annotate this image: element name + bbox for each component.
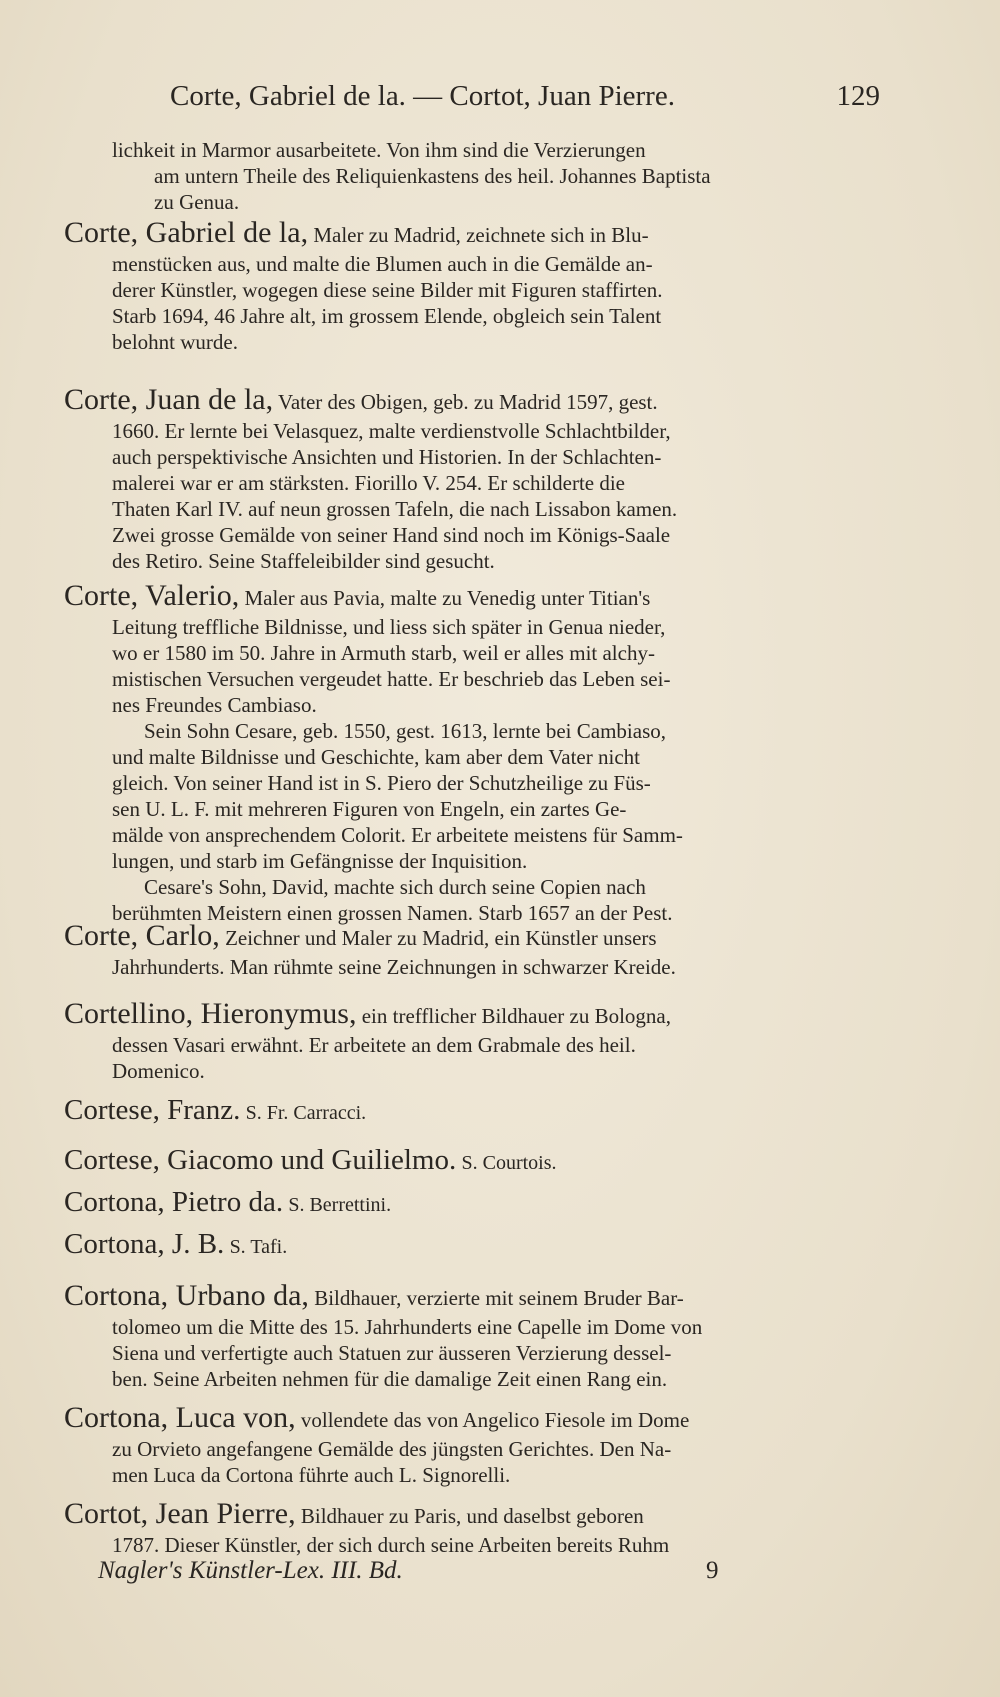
headword: Corte, Juan de la, [64, 383, 274, 416]
text-line: derer Künstler, wogegen diese seine Bilder mit Figuren staffirten. [112, 278, 663, 302]
entry-first-line [64, 1092, 888, 1128]
header-title: Corte, Gabriel de la. — Cortot, Juan Pierre. [170, 80, 675, 112]
headword: Cortot, Jean Pierre, [64, 1497, 296, 1530]
text-line: ben. Seine Arbeiten nehmen für die damalige Zeit einen Rang ein. [112, 1367, 668, 1391]
entry-first-line [64, 1496, 888, 1532]
text-line: gleich. Von seiner Hand ist in S. Piero der Schutzheilige zu Füs- [112, 771, 651, 795]
cross-reference: S. Fr. Carracci. [245, 1102, 367, 1124]
entry-text: Zeichner und Maler zu Madrid, ein Künstler unsers [225, 926, 657, 950]
text-line: Cesare's Sohn, David, machte sich durch seine Copien nach [144, 875, 646, 899]
text-line: lichkeit in Marmor ausarbeitete. Von ihm sind die Verzierungen [112, 138, 646, 162]
text-line: zu Genua. [154, 190, 240, 214]
text-line: Thaten Karl IV. auf neun grossen Tafeln, die nach Lissabon kamen. [112, 497, 678, 521]
running-header [170, 80, 890, 120]
entry-text: Bildhauer zu Paris, und daselbst geboren [300, 1504, 644, 1528]
headword: Corte, Gabriel de la, [64, 216, 309, 249]
text-line: dessen Vasari erwähnt. Er arbeitete an dem Grabmale des heil. [112, 1033, 636, 1057]
text-line: Siena und verfertigte auch Statuen zur äusseren Verzierung dessel- [112, 1341, 672, 1365]
text-line: belohnt wurde. [112, 330, 238, 354]
headword: Cortona, Luca von, [64, 1401, 296, 1434]
text-line: zu Orvieto angefangene Gemälde des jüngsten Gerichtes. Den Na- [112, 1437, 672, 1461]
intro-paragraph [112, 137, 888, 215]
text-line: und malte Bildnisse und Geschichte, kam aber dem Vater nicht [112, 745, 640, 769]
entry-first-line [64, 1142, 888, 1178]
entry-first-line [64, 215, 888, 251]
text-line: auch perspektivische Ansichten und Historien. In der Schlachten- [112, 445, 662, 469]
page-footer [98, 1557, 738, 1593]
entry-first-line [64, 578, 888, 614]
entry-first-line [64, 1184, 888, 1220]
entry-first-line [64, 918, 888, 954]
headword: Cortona, Urbano da, [64, 1279, 309, 1312]
text-line: wo er 1580 im 50. Jahre in Armuth starb, weil er alles mit alchy- [112, 641, 655, 665]
cross-reference: S. Courtois. [461, 1152, 557, 1174]
text-line: mistischen Versuchen vergeudet hatte. Er beschrieb das Leben sei- [112, 667, 671, 691]
text-line: mälde von ansprechendem Colorit. Er arbeitete meistens für Samm- [112, 823, 683, 847]
entry-jb [64, 1226, 888, 1262]
text-line: Zwei grosse Gemälde von seiner Hand sind noch im Königs-Saale [112, 523, 671, 547]
text-line: malerei war er am stärksten. Fiorillo V. 254. Er schilderte die [112, 471, 626, 495]
entry-text: ein trefflicher Bildhauer zu Bologna, [361, 1004, 671, 1028]
entry-valerio [64, 578, 888, 926]
entry-first-line [64, 1226, 888, 1262]
headword: Corte, Carlo, [64, 919, 220, 952]
headword: Cortese, Giacomo und Guilielmo. [64, 1144, 457, 1176]
headword: Cortese, Franz. [64, 1094, 241, 1126]
cross-reference: S. Berrettini. [288, 1194, 392, 1216]
entry-text: Bildhauer, verzierte mit seinem Bruder Bar- [314, 1286, 684, 1310]
text-line: Jahrhunderts. Man rühmte seine Zeichnungen in schwarzer Kreide. [112, 955, 676, 979]
headword: Cortona, J. B. [64, 1228, 225, 1260]
entry-gabriel [64, 215, 888, 355]
sheet-number: 9 [706, 1557, 719, 1584]
entry-text: vollendete das von Angelico Fiesole im Dome [300, 1408, 690, 1432]
entry-first-line [64, 996, 888, 1032]
entry-giacomo [64, 1142, 888, 1178]
entry-first-line [64, 382, 888, 418]
entry-urbano [64, 1278, 888, 1392]
page-number: 129 [836, 80, 880, 112]
headword: Cortellino, Hieronymus, [64, 997, 357, 1030]
entry-carlo [64, 918, 888, 980]
text-line: lungen, und starb im Gefängnisse der Inquisition. [112, 849, 528, 873]
headword: Corte, Valerio, [64, 579, 240, 612]
text-line: 1787. Dieser Künstler, der sich durch seine Arbeiten bereits Ruhm [112, 1533, 670, 1557]
text-line: 1660. Er lernte bei Velasquez, malte verdienstvolle Schlachtbilder, [112, 419, 671, 443]
entry-luca [64, 1400, 888, 1488]
text-line: des Retiro. Seine Staffeleibilder sind gesucht. [112, 549, 495, 573]
entry-text: Maler aus Pavia, malte zu Venedig unter Titian's [244, 586, 651, 610]
text-line: Sein Sohn Cesare, geb. 1550, gest. 1613, lernte bei Cambiaso, [144, 719, 666, 743]
cross-reference: S. Tafi. [229, 1236, 288, 1258]
entry-first-line [64, 1400, 888, 1436]
entry-franz [64, 1092, 888, 1128]
text-line: sen U. L. F. mit mehreren Figuren von Engeln, ein zartes Ge- [112, 797, 627, 821]
text-line: Domenico. [112, 1059, 205, 1083]
text-line: nes Freundes Cambiaso. [112, 693, 317, 717]
entry-text: Vater des Obigen, geb. zu Madrid 1597, gest. [277, 390, 658, 414]
text-line: am untern Theile des Reliquienkastens des heil. Johannes Baptista [154, 164, 711, 188]
headword: Cortona, Pietro da. [64, 1186, 284, 1218]
text-line: menstücken aus, und malte die Blumen auch in die Gemälde an- [112, 252, 653, 276]
entry-pietro [64, 1184, 888, 1220]
text-line: tolomeo um die Mitte des 15. Jahrhunderts eine Capelle im Dome von [112, 1315, 703, 1339]
entry-juan [64, 382, 888, 574]
text-line: Leitung treffliche Bildnisse, und liess sich später in Genua nieder, [112, 615, 666, 639]
entry-first-line [64, 1278, 888, 1314]
signature-mark: Nagler's Künstler-Lex. III. Bd. [98, 1557, 403, 1584]
entry-cortot [64, 1496, 888, 1558]
entry-text: Maler zu Madrid, zeichnete sich in Blu- [313, 223, 649, 247]
text-line: men Luca da Cortona führte auch L. Signorelli. [112, 1463, 511, 1487]
entry-cortellino [64, 996, 888, 1084]
text-line: berühmten Meistern einen grossen Namen. Starb 1657 an der Pest. [112, 901, 673, 925]
text-line: Starb 1694, 46 Jahre alt, im grossem Elende, obgleich sein Talent [112, 304, 662, 328]
